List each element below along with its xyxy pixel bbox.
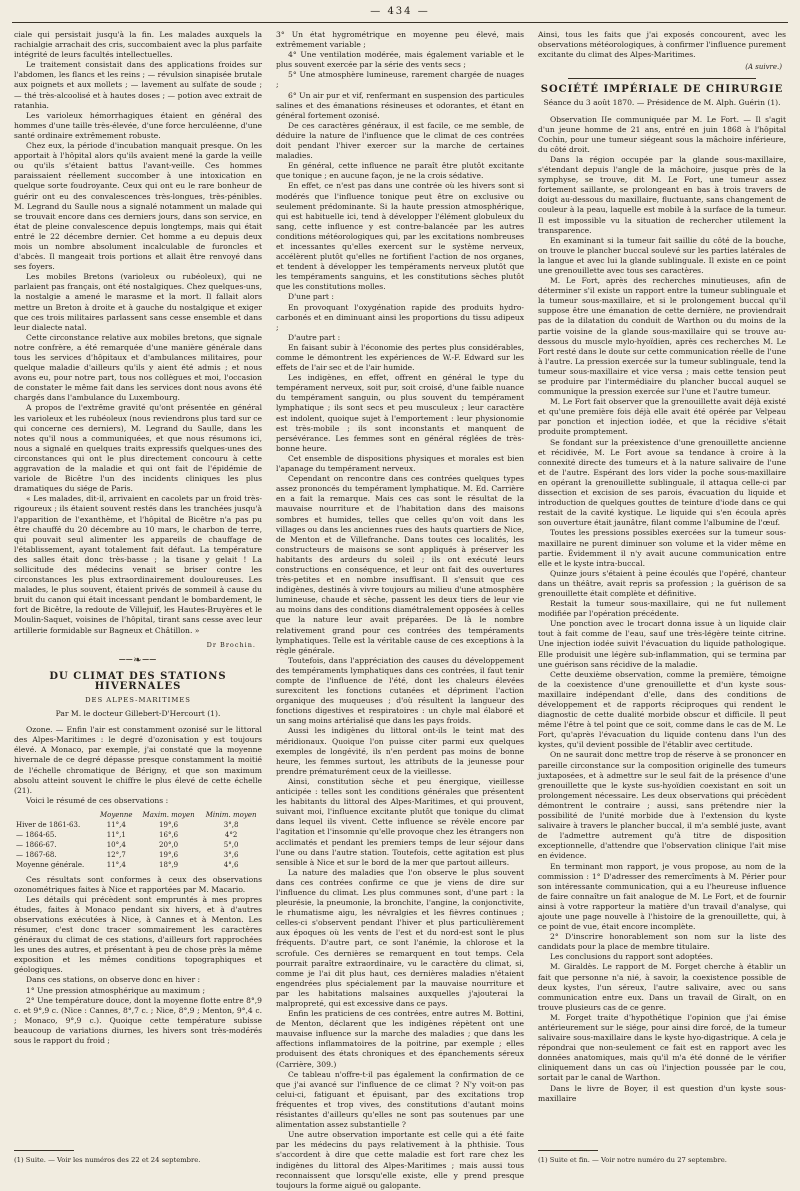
paragraph: Toutefois, dans l'appréciation des causes du développement des tempéraments lymphatiques dans ces contrées, il faut tenir compte de l'influence de l'été, dont les chaleurs élevées surexcitent les fonctions cutanées et dépriment l'action organique des muqueuses ; d'où résultent la langueur des fonctions digestives et respiratoires : un chyle mal élaboré et un sang moins artérialisé que dans les pays froids.: [276, 655, 524, 726]
table-row: [14, 830, 262, 840]
paragraph: Enfin les praticiens de ces contrées, entre autres M. Bottini, de Menton, déclarent que les indigènes répètent ont une mauvaise influence sur la marche des maladies ; que dans les affections inflammatoires de la poitrine, par exemple ; elles produisent des états chroniques et des épanchements séreux (Carrière, 309.): [276, 1009, 524, 1069]
paragraph: Ces résultats sont conformes à ceux des observations ozonométriques faites à Nice et rapportées par M. Macario.: [14, 874, 262, 894]
to-be-continued: (A suivre.): [745, 63, 782, 72]
paragraph: Cette circonstance relative aux mobiles bretons, que signale notre confrère, a été remarquée d'une manière générale dans tous les services d'hôpitaux et d'ambulances militaires, pour quelque maladie d'ailleurs qu'ils y aient été admis ; et nous avons eu, pour notre part, tous nos collègues et moi, l'occasion de constater le même fait dans les services dont nous avons été chargés dans l'ambulance du Luxembourg.: [14, 332, 262, 403]
author-signature: Dr Brochin.: [206, 640, 256, 649]
paragraph: Aussi les indigènes du littoral ont-ils le teint mat des méridionaux. Quoique l'on puisse citer parmi eux quelques exemples de longévité, ils n'en perdent pas moins de bonne heure, les femmes surtout, les attributs de la jeunesse pour prendre prématurément ceux de la vieillesse.: [276, 726, 524, 776]
paragraph: De ces caractères généraux, il est facile, ce me semble, de déduire la nature de l'influence que le climat de ces contrées doit pendant l'hiver exercer sur la marche de certaines maladies.: [276, 120, 524, 161]
table-row: [14, 850, 262, 860]
paragraph: M. Le Fort, après des recherches minutieuses, afin de déterminer s'il existe un rapport entre la tumeur sublinguale et la tumeur sous-maxillaire, et si le prolongement buccal qu'il suppose être une émanation de cette dernière, ne proviendrait pas de la dilatation du conduit de Warthon ou du moins de la partie voisine de la glande sous-maxillaire qui se trouve au-dessous du muscle mylo-hyoïdien, après ces recherches M. Le Fort resté dans le doute sur cette communication réelle de l'une à l'autre. La pression exercée sur la tumeur sublinguale, tend la tumeur sous-maxillaire et vice versa ; mais cette tension peut se produire par l'intermédiaire du plancher buccal auquel se communique la pression exercée sur l'une et l'autre tumeur.: [538, 276, 786, 397]
paragraph: Cette deuxième observation, comme la première, témoigne de la coexistence d'une grenouillette et d'un kyste sous-maxillaire indépendant d'elle, dans des conditions de développement et de rapports réciproques qui rendent le diagnostic de cette dualité morbide obscur et difficile. Il peut même l'être à tel point que ce soit, comme dans le cas de M. Le Fort, qu'après l'évacuation du liquide contenu dans l'un des kystes, qu'il devient possible de l'établir avec certitude.: [538, 669, 786, 750]
paragraph: M. Le Fort fait observer que la grenouillette avait déjà existé et qu'une première fois déjà elle avait été opérée par Velpeau par ponction et injection iodée, et que la récidive s'était produite promptement.: [538, 397, 786, 437]
table-header: [14, 810, 96, 820]
section-ornament: ──❧──: [119, 654, 157, 666]
column-middle: [276, 30, 524, 1190]
paragraph: En général, cette influence ne paraît être plutôt excitante que tonique ; en aucune façon, je ne la crois sédative.: [276, 161, 524, 181]
paragraph: Les détails qui précèdent sont empruntés à mes propres études, faites à Monaco pendant six hivers, et à d'autres observations exécutées à Nice, à Cannes et à Menton. Les résumer, c'est donc tracer sommairement les caractères généraux du climat de ces stations, d'ailleurs fort rapprochées les unes des autres, et présentant à peu de chose près la même exposition et les mêmes conditions topographiques et géologiques.: [14, 894, 262, 975]
paragraph: En provoquant l'oxygénation rapide des produits hydro-carbonés et en diminuant ainsi les proportions du tissu adipeux ;: [276, 302, 524, 332]
page-header: [12, 6, 788, 22]
paragraph: 2° D'inscrire honorablement son nom sur la liste des candidats pour la place de membre titulaire.: [538, 932, 786, 952]
table-cell: 10°,4: [106, 841, 126, 850]
paragraph: Ainsi, tous les faits que j'ai exposés concourent, avec les observations météorologiques, à confirmer l'influence purement excitante du climat des Alpes-Maritimes.: [538, 30, 786, 60]
table-cell: Hiver de 1861-63.: [16, 821, 81, 830]
table-cell: 3°,6: [223, 851, 239, 860]
paragraph: Chez eux, la période d'incubation manquait presque. On les apportait à l'hôpital alors qu'ils avaient mené la garde la veille ou qu'ils s'étaient battus l'avant-veille. Ces hommes paraissaient réellement succomber à une intoxication en quelque sorte foudroyante. Ceux qui ont eu le rare bonheur de guérir ont eu des convalescences très-longues, très-pénibles. M. Legrand du Saulle nous a signalé notamment un malade qui se trouvait encore dans ces derniers jours, dans son service, en état de pleine convalescence depuis longtemps, mais qui était entré le 22 décembre dernier. Cet homme a eu depuis deux mois un nombre absolument incalculable de furoncles et d'abcès. Il mangeait trois portions et allait être renvoyé dans ses foyers.: [14, 141, 262, 272]
table-cell: 16°,6: [159, 831, 179, 840]
footnote-left: (1) Suite. — Voir les numéros des 22 et 24 septembre.: [14, 1156, 201, 1164]
table-header: Moyenne: [99, 810, 133, 819]
paragraph: M. Forget traite d'hypothétique l'opinion que j'ai émise antérieurement sur le siége, pour ainsi dire forcé, de la tumeur salivaire sous-maxillaire dans le kyste hyo-digastrique. A cela je répondrai que non-seulement ce fait est en rapport avec les données anatomiques, mais qu'il m'a été donné de le vérifier cliniquement dans un cas où l'injection poussée par le cou, sortait par le canal de Warthon.: [538, 1012, 786, 1083]
table-cell: 19°,6: [159, 851, 179, 860]
col1-body: [14, 30, 262, 636]
paragraph: Ce tableau n'offre-t-il pas également la confirmation de ce que j'ai avancé sur l'influence de ce climat ? N'y voit-on pas celui-ci, fatiguant et épuisant, par des excitations trop fréquentes et trop vives, des constitutions d'autant moins résistantes d'ailleurs qu'elles ne sont pas soutenues par une alimentation assez substantielle ?: [276, 1069, 524, 1130]
paragraph: En terminant mon rapport, je vous propose, au nom de la commission : 1° D'adresser des remercîments à M. Périer pour son intéressante communication, qui a eu l'heureuse influence de faire connaître un fait analogue de M. Le Fort, et de fournir ainsi à votre rapporteur la matière d'un travail d'analyse, qui ajoute une page nouvelle à l'histoire de la grenouillette, qui, à ce point de vue, était encore incomplète.: [538, 861, 786, 932]
paragraph: Quinze jours s'étaient à peine écoulés que l'opéré, chanteur dans un théâtre, avait repris sa profession ; la guérison de sa grenouillette était complète et définitive.: [538, 568, 786, 598]
ozone-table: [14, 810, 262, 871]
table-cell: 12°,7: [106, 851, 126, 860]
table-cell: — 1866-67.: [16, 841, 57, 850]
paragraph: Les varioleux hémorrhagiques étaient en général des hommes d'une taille très-élevée, d'une force herculéenne, d'une santé ordinaire extrêmement robuste.: [14, 110, 262, 140]
column-right: [538, 30, 786, 1148]
paragraph: Cependant on rencontre dans ces contrées quelques types assez prononcés du tempérament lymphatique. M. Ed. Carrière en a fait la remarque. Mais ces cas sont le résultat de la mauvaise nourriture et de l'habitation dans des maisons sombres et humides, telles que celles qu'on voit dans les villages ou dans les anciennes rues des hauts quartiers de Nice, de Menton et de Villefranche. Dans toutes ces localités, les constructeurs de maisons se sont appliqués à préserver les habitants des ardeurs du soleil ; ils ont exécuté leurs constructions en conséquence, et leur ont fait des ouvertures très-petites et en nombre insuffisant. Il s'ensuit que ces indigènes, destinés à vivre toujours au milieu d'une atmosphère lumineuse, chaude et sèche, passent les deux tiers de leur vie au moins dans des conditions diamétralement opposées à celles que la nature leur avait préparées. De là le nombre relativement grand pour ces contrées des tempéraments lymphatiques. Telle est la véritable cause de ces exceptions à la règle générale.: [276, 474, 524, 655]
table-row: [14, 820, 262, 830]
paragraph: Dans le livre de Boyer, il est question d'un kyste sous-maxillaire: [538, 1083, 786, 1103]
paragraph: On ne saurait donc mettre trop de réserve à se prononcer en pareille circonstance sur la composition originelle des tumeurs juxtaposées, et à admettre sur le seul fait de la présence d'une grenouillette que le kyste sus-hyoïdien coexistant en soit un prolongement nécessaire. Les deux observations qui précèdent démontrent le contraire ; aussi, sans prétendre nier la possibilité de l'unité morbide due à l'extension du kyste salivaire à travers le plancher buccal, il m'a semblé juste, avant de l'admettre autrement qu'à titre de disposition exceptionnelle, d'attendre que l'observation clinique l'ait mise en évidence.: [538, 750, 786, 861]
paragraph: Ozone. — Enfin l'air est constamment ozonisé sur le littoral des Alpes-Maritimes : le degré d'ozonisation y est toujours élevé. A Monaco, par exemple, j'ai constaté que la moyenne hivernale de ce degré dépasse presque constamment la moitié de l'échelle chromatique de Bérigny, et que son maximum absolu atteint souvent le chiffre le plus élevé de cette échelle (21).: [14, 725, 262, 795]
paragraph: ciale qui persistait jusqu'à la fin. Les malades auxquels la rachialgie arrachait des cris, succombaient avec la plus parfaite intégrité de leurs facultés intellectuelles.: [14, 30, 262, 60]
paragraph: 4° Une ventilation modérée, mais également variable et le plus souvent exercée par la série des vents secs ;: [276, 50, 524, 70]
paragraph: « Les malades, dit-il, arrivaient en cacolets par un froid très-rigoureux ; ils étaient souvent restés dans les tranchées jusqu'à l'apparition de l'exanthème, et l'hôpital de Bicêtre n'a pas pu être chauffé du 20 décembre au 10 mars, le charbon de terre, qui pouvait seul alimenter les appareils de chauffage de l'établissement, ayant totalement fait défaut. La température des salles était donc très-basse ; la tisane y gelait ! La sollicitude des médecins venait se briser contre les circonstances les plus extraordinairement douloureuses. Les malades, le plus souvent, étaient privés de sommeil à cause du bruit du canon qui était incessant pendant le bombardement, le fort de Bicêtre, la redoute de Villejuif, les Hautes-Bruyères et le Moulin-Saquet, voisines de l'hôpital, tirant sans cesse avec leur artillerie formidable sur Bagneux et Châtillon. »: [14, 494, 262, 635]
table-cell: Moyenne générale.: [16, 861, 85, 870]
column-left: [14, 30, 262, 1148]
paragraph: 3° Un état hygrométrique en moyenne peu élevé, mais extrêmement variable ;: [276, 30, 524, 50]
article-title: DU CLIMAT DES STATIONS HIVERNALES: [49, 670, 227, 692]
paragraph: 6° Un air pur et vif, renfermant en suspension des particules salines et des émanations résineuses et odorantes, et étant en général fortement ozonisé.: [276, 90, 524, 120]
article-byline: Par M. le docteur Gillebert-D'Hercourt (1).: [55, 709, 221, 719]
session-line: Séance du 3 août 1870. — Présidence de M. Alph. Guérin (1).: [543, 98, 781, 108]
paragraph: Voici le résumé de ces observations :: [26, 795, 169, 805]
table-row: [14, 840, 262, 850]
page-number: — 434 —: [370, 6, 430, 17]
paragraph: Dans ces stations, on observe donc en hiver :: [26, 975, 201, 985]
table-cell: — 1867-68.: [16, 851, 57, 860]
paragraph: La nature des maladies que l'on observe le plus souvent dans ces contrées confirme ce que je viens de dire sur l'influence du climat. Les plus communes sont, d'une part : la pleurésie, la pneumonie, la bronchite, l'angine, la conjonctivite, le rhumatisme aigu, les névralgies et les fièvres continues ; celles-ci s'observent pendant l'hiver et plus particulièrement aux époques où les vents de l'est et du nord-est sont le plus fréquents. D'autre part, ce sont l'anémie, la chlorose et la scrofule. Ces dernières se remarquent en tout temps. Cela pourrait paraître extraordinaire, vu le caractère du climat, si, comme je l'ai dit plus haut, ces dernières maladies n'étaient engendrées plus spécialement par la mauvaise nourriture et par les habitations malsaines auxquelles j'ajouterai la malpropreté, qui est excessive dans ce pays.: [276, 867, 524, 1008]
paragraph: Cet ensemble de dispositions physiques et morales est bien l'apanage du tempérament nerveux.: [276, 453, 524, 474]
paragraph: A propos de l'extrême gravité qu'ont présentée en général les varioleux et les rubéoleux (nous reviendrons plus tard sur ce qui concerne ces derniers), M. Legrand du Saulle, dans les notes qu'il nous a communiquées, et que nous résumons ici, nous a signalé en quelques traits expressifs quelques-unes des circonstances qui ont le plus directement concouru à cette aggravation de la maladie et qui ont fait de l'épidémie de variole de Bicêtre l'un des incidents cliniques les plus dramatiques du siége de Paris.: [14, 403, 263, 494]
paragraph: Une ponction avec le trocart donna issue à un liquide clair tout à fait comme de l'eau, sauf une très-légère teinte citrine. Une injection iodée suivit l'évacuation du liquide pathologique. Elle produisit une légère sub-inflammation, qui se termina par une guérison sans récidive de la maladie.: [538, 619, 786, 669]
table-cell: 5°,0: [223, 841, 239, 850]
table-cell: 18°,9: [159, 861, 179, 870]
table-cell: 4°,6: [223, 861, 239, 870]
footnote-right: (1) Suite et fin. — Voir notre numéro du 27 septembre.: [538, 1156, 727, 1164]
footnote-rule: [538, 1150, 598, 1151]
table-cell: 19°,6: [159, 821, 179, 830]
paragraph: D'une part :: [288, 292, 334, 302]
header-rule: [12, 22, 788, 23]
footnote-rule: [14, 1150, 74, 1151]
society-title: SOCIÉTÉ IMPÉRIALE DE CHIRURGIE: [540, 84, 784, 96]
table-cell: 4°2: [224, 831, 238, 840]
paragraph: Les conclusions du rapport sont adoptées.: [550, 952, 713, 962]
paragraph: 1° Une pression atmosphérique au maximum ;: [26, 985, 206, 995]
paragraph: Toutes les pressions possibles exercées sur la tumeur sous-maxillaire ne purent diminuer son volume et la vider même en partie. Évidemment il n'y avait aucune communication entre elle et le kyste intra-buccal.: [538, 528, 786, 568]
table-cell: — 1864-65.: [16, 831, 57, 840]
paragraph: En faisant subir à l'économie des pertes plus considérables, comme le démontrent les expériences de W.-F. Edward sur les effets de l'air sec et de l'air humide.: [276, 342, 524, 373]
table-header: Maxim. moyen: [142, 810, 195, 819]
table-cell: 11°,4: [106, 821, 126, 830]
table-row: [14, 860, 262, 870]
paragraph: 5° Une atmosphère lumineuse, rarement chargée de nuages ;: [276, 70, 524, 90]
article-subtitle: DES ALPES-MARITIMES: [85, 696, 191, 704]
paragraph: Restait la tumeur sous-maxillaire, qui ne fut nullement modifiée par l'opération précédente.: [538, 599, 786, 619]
paragraph: Le traitement consistait dans des applications froides sur l'abdomen, les flancs et les reins ; — révulsion sinapisée brutale aux poignets et aux mollets ; — lavement au sulfate de soude ; — thé très-alcoolisé et à hautes doses ; — potion avec extrait de ratanhia.: [14, 60, 262, 110]
table-cell: 11°,1: [106, 831, 126, 840]
table-cell: 20°,0: [159, 841, 179, 850]
table-header: Minim. moyen: [205, 810, 257, 819]
paragraph: Les indigènes, en effet, offrent en général le type du tempérament nerveux, soit pur, soit croisé, d'une faible nuance du tempérament sanguin, ou plus souvent du tempérament lymphatique ; ils sont secs et peu musculeux ; leur caractère est indolent, quoique sujet à l'emportement : leur physionomie est très-mobile ; ils sont inconstants et manquent de persévérance. Les femmes sont en général réglées de très-bonne heure.: [276, 373, 524, 453]
paragraph: En examinant si la tumeur fait saillie du côté de la bouche, on trouve le plancher buccal soulevé sur les parties latérales de la langue et avec lui la glande sublinguale. Il existe en ce point une grenouillette avec tous ses caractères.: [538, 235, 786, 275]
paragraph: Ainsi, constitution sèche et peu énergique, vieillesse anticipée : telles sont les conditions générales que présentent les habitants du littoral des Alpes-Maritimes, et qui prouvent, suivant moi, l'influence excitante plutôt que tonique du climat dans lequel ils vivent. Cette influence se révèle encore par l'agitation et l'insomnie qu'elle provoque chez les étrangers non acclimatés et pendant les premiers temps de leur séjour dans l'une ou dans l'autre station. Toutefois, cette agitation est plus sensible à Nice et sur le bord de la mer que partout ailleurs.: [276, 776, 524, 867]
table-cell: 3°,8: [223, 821, 239, 830]
paragraph: En effet, ce n'est pas dans une contrée où les hivers sont si modérés que l'influence tonique peut être on exclusive ou seulement prédominante. Si la haute pression atmosphérique, qui est habituelle ici, tend à développer l'élément globuleux du sang, cette influence y est contre-balancée par les autres conditions météorologiques qui, par les excitations nombreuses et incessantes qu'elles exercent sur le système nerveux, accélèrent plutôt qu'elles ne fortifient l'action de nos organes, et tendent à développer les tempéraments nerveux plutôt que les tempéraments sanguins, et les constitutions sèches plutôt que les constitutions molles.: [276, 181, 524, 292]
paragraph: Se fondant sur la préexistence d'une grenouillette ancienne et récidivée, M. Le Fort avoue sa tendance à croire à la connexité directe des tumeurs et à la nature salivaire de l'une et de l'autre. Espérant des lors vider la poche sous-maxillaire en opérant la grenouillette sublinguale, il attaqua celle-ci par dissection et excision de ses parois, évacuation du liquide et introduction de quelques gouttes de teinture d'iode dans ce qui restait de la cavité kystique. Le liquide qui s'en écoula après son ouverture était jaunâtre, filant comme l'albumine de l'œuf.: [538, 437, 786, 528]
section-divider: [568, 78, 756, 79]
paragraph: Observation IIe communiquée par M. Le Fort. — Il s'agit d'un jeune homme de 21 ans, entré en juin 1868 à l'hôpital Cochin, pour une tumeur siégeant sous la mâchoire inférieure, du côté droit.: [538, 114, 786, 154]
paragraph: D'autre part :: [288, 332, 341, 342]
table-cell: 11°,4: [106, 861, 126, 870]
paragraph: M. Giraldès. Le rapport de M. Forget cherche à établir un fait que personne n'a nié, à savoir, la coexistence possible de deux kystes, l'un séreux, l'autre salivaire, avec ou sans communication entre eux. Dans un travail de Giralt, on en trouve plusieurs cas de ce genre.: [538, 962, 786, 1012]
paragraph: Une autre observation importante est celle qui a été faite par les médecins du pays relativement à la phthisie. Tous s'accordent à dire que cette maladie est fort rare chez les indigènes du littoral des Alpes-Maritimes ; mais aussi tous reconnaissent que lorsqu'elle existe, elle y prend presque toujours la forme aiguë ou galopante.: [276, 1130, 524, 1190]
paragraph: 2° Une température douce, dont la moyenne flotte entre 8°,9 c. et 9°,9 c. (Nice : Cannes, 8°,7 c. ; Nice, 8°,9 ; Menton, 9°,4 c. ; Monaco, 9°,9 c.). Quoique cette température subisse beaucoup de variations diurnes, les hivers sont très-modérés sous le rapport du froid ;: [14, 995, 262, 1045]
table-header-row: [14, 810, 262, 820]
paragraph: Dans la région occupée par la glande sous-maxillaire, s'étendant depuis l'angle de la mâchoire, jusque près de la symphyse, se trouve, dit M. Le Fort, une tumeur assez fortement saillante, se prolongeant en bas à trois travers de doigt au-dessous du maxillaire, fluctuante, sans changement de couleur à la peau, laquelle est mobile à la surface de la tumeur. Il est impossible vu la situation de rechercher utilement la transparence.: [538, 154, 786, 235]
paragraph: Les mobiles Bretons (varioleux ou rubéoleux), qui ne parlaient pas français, ont été nostalgiques. Chez quelques-uns, la nostalgie a amené le marasme et la mort. Il fallait alors mettre un Breton à droite et à gauche du nostalgique et exiger que ces trois militaires parlassent sans cesse ensemble et dans leur dialecte natal.: [14, 272, 262, 332]
